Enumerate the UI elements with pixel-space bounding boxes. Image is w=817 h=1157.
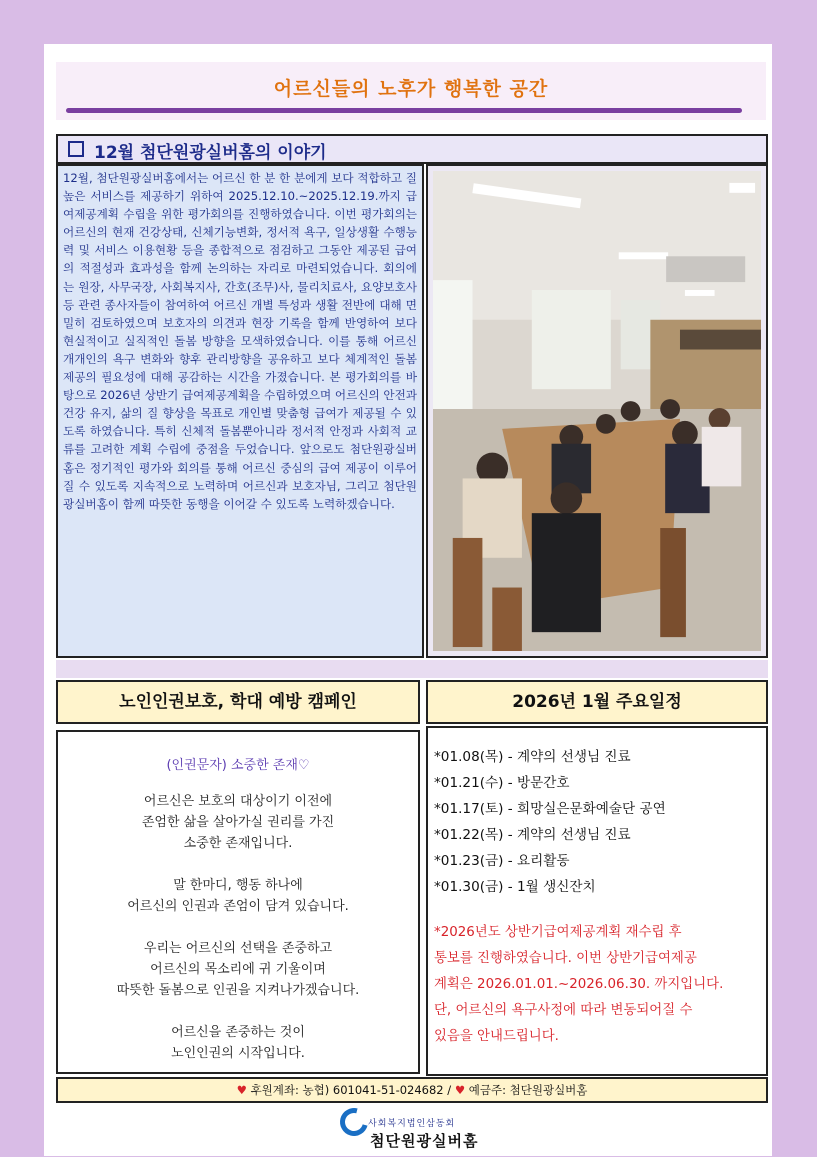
- campaign-paragraph: [58, 791, 418, 854]
- section-band: [56, 660, 768, 678]
- organization-logo: [338, 1104, 498, 1152]
- campaign-line: 어르신의 인권과 존엄이 담겨 있습니다.: [127, 899, 349, 914]
- schedule-box: [426, 726, 768, 1076]
- campaign-line: 어르신은 보호의 대상이기 이전에: [143, 794, 333, 809]
- campaign-line: 소중한 존재입니다.: [183, 836, 293, 851]
- notice-line: 계획은 2026.01.01.~2026.06.30. 까지입니다.: [434, 977, 724, 992]
- donation-footer: [56, 1077, 768, 1103]
- campaign-line: 어르신의 목소리에 귀 기울이며: [150, 962, 326, 977]
- logo-name: 첨단원광실버홈: [370, 1132, 479, 1150]
- schedule-item: *01.22(목) - 계약의 선생님 진료: [434, 827, 631, 843]
- account-label: 후원계좌: 농협) 601041-51-024682: [250, 1083, 444, 1097]
- schedule-item: *01.08(목) - 계약의 선생님 진료: [434, 749, 631, 765]
- story-text-box: [56, 164, 424, 658]
- checkbox-square-icon: [68, 141, 84, 157]
- campaign-paragraph: [58, 1022, 418, 1064]
- heart-icon: ♥: [236, 1083, 247, 1097]
- campaign-line: 존엄한 삶을 살아가실 권리를 가진: [141, 815, 335, 830]
- schedule-item: *01.30(금) - 1월 생신잔치: [434, 879, 596, 895]
- schedule-item: *01.21(수) - 방문간호: [434, 775, 570, 791]
- heart-icon: ♥: [454, 1083, 466, 1097]
- schedule-item: *01.17(토) - 희망실은문화예술단 공연: [434, 801, 666, 817]
- story-title-text: 12월 첨단원광실버홈의 이야기: [94, 143, 327, 163]
- campaign-paragraph: [58, 875, 418, 917]
- campaign-line: 노인인권의 시작입니다.: [171, 1046, 305, 1061]
- notice-line: *2026년도 상반기급여제공계획 재수립 후: [434, 925, 682, 940]
- meeting-room-image: [433, 171, 761, 651]
- campaign-line: 어르신을 존중하는 것이: [171, 1025, 305, 1040]
- separator: /: [447, 1083, 455, 1097]
- campaign-title: (인권문자) 소중한 존재♡: [166, 758, 310, 773]
- schedule-item: *01.23(금) - 요리활동: [434, 853, 570, 869]
- header-title: 어르신들의 노후가 행복한 공간: [273, 78, 549, 100]
- notice-line: 통보를 진행하였습니다. 이번 상반기급여제공: [434, 951, 697, 966]
- campaign-line: 말 한마디, 행동 하나에: [173, 878, 303, 893]
- logo-subtitle: 사회복지법인삼동회: [368, 1119, 456, 1129]
- campaign-box: [56, 730, 420, 1074]
- campaign-heading: 노인인권보호, 학대 예방 캠페인: [56, 680, 420, 724]
- depositor-label: 예금주: 첨단원광실버홈: [468, 1083, 588, 1097]
- story-body: 12월, 첨단원광실버홈에서는 어르신 한 분 한 분에게 보다 적합하고 질 높은 서비스를 제공하기 위하여 2025.12.10.~2025.12.19.까지 급여제공계획 수립을 위한 평가회의를 진행하였습니다. 이번 평가회의는 어르신의 현재 건강상태, 신체기능변화, 정서적 욕구, 일상생활 수행능력 및 서비스 이용현황 등을 종합적으로 점검하고 그동안 제공된 급여의 적절성과 효과성을 함께 논의하는 자리로 마련되었습니다. 회의에는 원장, 사무국장, 사회복지사, 간호(조무)사, 물리치료사, 요양보호사 등 관련 종사자들이 참여하여 어르신 개별 특성과 생활 전반에 대해 면밀히 검토하였으며 보호자의 의견과 현장 기록을 함께 반영하여 보다 현실적이고 실직적인 돌봄 방향을 모색하였습니다. 이를 통해 어르신 개개인의 욕구 변화와 향후 관리방향을 공유하고 보다 체계적인 돌봄 제공의 필요성에 대해 공감하는 시간을 가졌습니다. 본 평가회의를 바탕으로 2026년 상반기 급여제공계획을 수립하였으며 어르신의 안전과 건강 유지, 삶의 질 향상을 목표로 개인별 맞춤형 급여가 제공될 수 있도록 하였습니다. 특히 신체적 돌봄뿐아니라 정서적 안정과 사회적 교류를 고려한 계획 수립에 중점을 두었습니다. 앞으로도 첨단원광실버홈은 정기적인 평가와 회의를 통해 어르신 중심의 급여 제공이 이루어질 수 있도록 지속적으로 노력하며 어르신과 보호자님, 그리고 첨단원광실버홈이 함께 따뜻한 동행을 이어갈 수 있도록 노력하겠습니다.: [63, 171, 418, 511]
- story-section-title: [56, 134, 768, 164]
- notice-line: 있음을 안내드립니다.: [434, 1029, 559, 1044]
- campaign-line: 따뜻한 돌봄으로 인권을 지켜나가겠습니다.: [116, 983, 360, 998]
- meeting-photo: [426, 164, 768, 658]
- campaign-line: 우리는 어르신의 선택을 존중하고: [143, 941, 333, 956]
- schedule-heading: 2026년 1월 주요일정: [426, 680, 768, 724]
- campaign-paragraph: [58, 938, 418, 1001]
- header-divider: [66, 108, 742, 113]
- notice-line: 단, 어르신의 욕구사정에 따라 변동되어질 수: [434, 1003, 693, 1018]
- schedule-notice: [434, 920, 760, 1050]
